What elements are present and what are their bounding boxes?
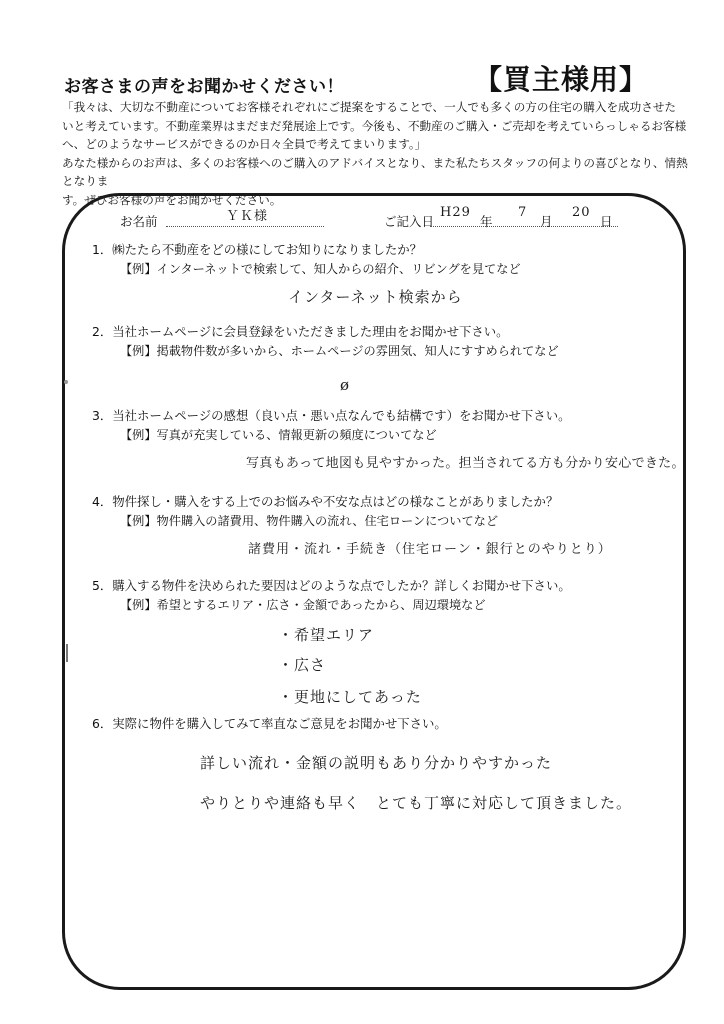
date-day: 20 (572, 205, 591, 220)
answer-4: 諸費用・流れ・手続き（住宅ローン・銀行とのやりとり） (248, 542, 612, 557)
example-3: 【例】写真が充実している、情報更新の頻度についてなど (120, 428, 437, 442)
date-underline (430, 226, 618, 227)
answer-3: 写真もあって地図も見やすかった。担当されてる方も分かり安心できた。 (246, 456, 685, 471)
question-5: 5．購入する物件を決められた要因はどのような点でしたか？詳しくお聞かせ下さい。 (92, 578, 571, 593)
scan-mark (64, 380, 68, 384)
answer-5-item: ・希望エリア (278, 626, 375, 644)
year-label: 年 (480, 214, 493, 229)
intro-line: あなた様からのお声は、多くのお客様へのご購入のアドバイスとなり、また私たちスタッフの何よりの喜びとなり、情熱となりま (62, 155, 688, 188)
name-underline (166, 226, 324, 227)
intro-line: 「我々は、大切な不動産についてお客様それぞれにご提案をすることで、一人でも多くの方の住宅の購入を成功させた (62, 100, 677, 114)
question-4: 4．物件探し・購入をする上でのお悩みや不安な点はどの様なことがありましたか？ (92, 494, 559, 509)
date-label: ご記入日 (384, 214, 435, 229)
example-2: 【例】掲載物件数が多いから、ホームページの雰囲気、知人にすすめられてなど (120, 344, 559, 358)
date-month: 7 (518, 205, 528, 220)
date-year: H29 (440, 205, 471, 220)
answer-6-line: 詳しい流れ・金額の説明もあり分かりやすかった (200, 754, 553, 772)
month-label: 月 (540, 214, 553, 229)
question-2: 2．当社ホームページに会員登録をいただきました理由をお聞かせ下さい。 (92, 324, 509, 339)
intro-line: す。ぜひお客様の声をお聞かせください。 (62, 192, 282, 207)
intro-line: へ、どのようなサービスができるのか日々全員で考えてまいります。」 (62, 137, 427, 151)
answer-2: ø (340, 376, 351, 394)
name-value: ＹＫ様 (226, 209, 269, 224)
answer-5-item: ・更地にしてあった (278, 688, 422, 706)
question-1: 1．㈱たたら不動産をどの様にしてお知りになりましたか？ (92, 242, 423, 257)
scan-mark (66, 644, 68, 662)
question-6: 6．実際に物件を購入してみて率直なご意見をお聞かせ下さい。 (92, 716, 447, 731)
name-label: お名前 (120, 214, 158, 229)
intro-line: いと考えています。不動産業界はまだまだ発展途上です。今後も、不動産のご購入・ご売却を考えていらっしゃるお客様 (62, 118, 687, 133)
example-5: 【例】希望とするエリア・広さ・金額であったから、周辺環境など (120, 598, 486, 612)
page-title: お客さまの声をお聞かせください！ (64, 77, 344, 97)
answer-6-line: やりとりや連絡も早く とても丁寧に対応して頂きました。 (200, 794, 633, 812)
example-4: 【例】物件購入の諸費用、物件購入の流れ、住宅ローンについてなど (120, 514, 499, 528)
example-1: 【例】インターネットで検索して、知人からの紹介、リビングを見てなど (120, 262, 521, 276)
buyer-badge: 【買主様用】 (474, 63, 649, 96)
question-3: 3．当社ホームページの感想（良い点・悪い点なんでも結構です）をお聞かせ下さい。 (92, 408, 571, 423)
answer-1: インターネット検索から (288, 288, 463, 306)
day-label: 日 (600, 214, 613, 229)
answer-5-item: ・広さ (278, 656, 327, 674)
